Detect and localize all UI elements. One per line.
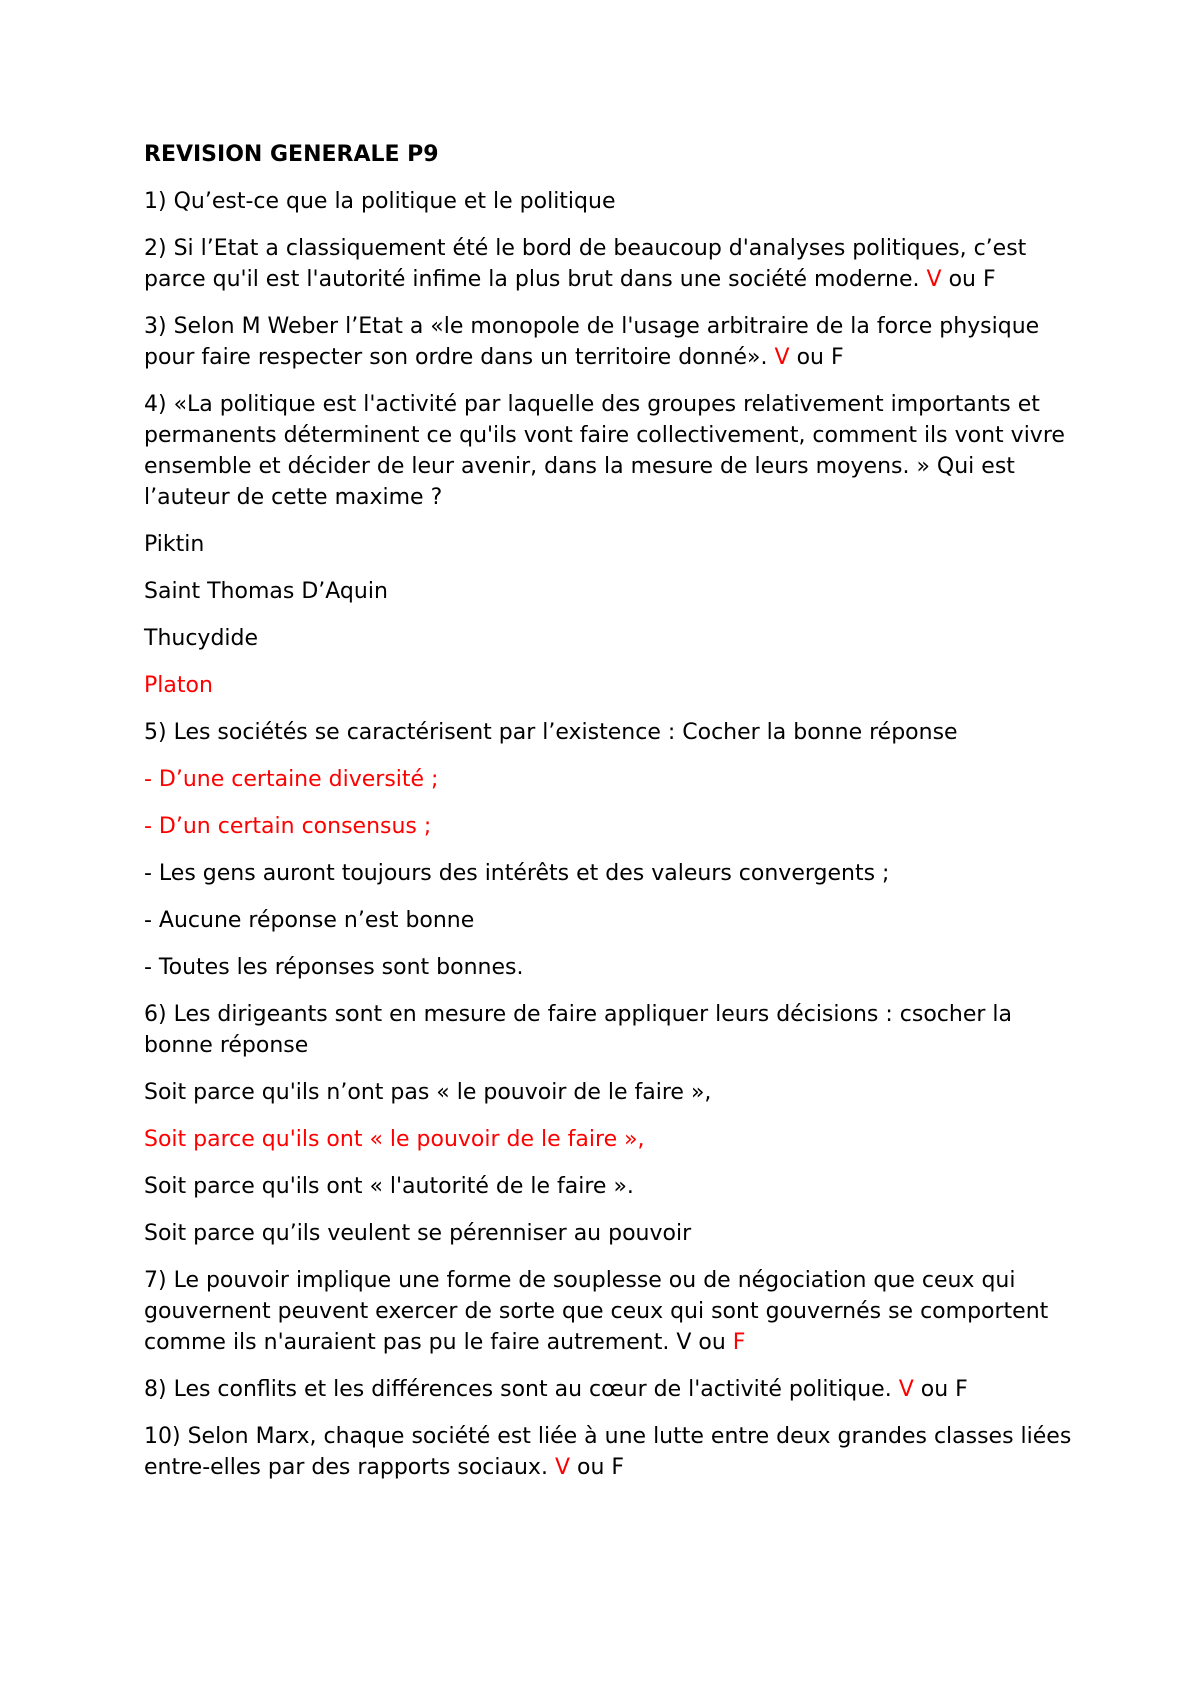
question-5-option: - Toutes les réponses sont bonnes.	[144, 955, 524, 980]
question-7-separator: ou	[691, 1330, 733, 1355]
question-10-answer-true: V	[554, 1455, 570, 1480]
question-10-option-false: F	[611, 1455, 625, 1480]
question-7-text: 7) Le pouvoir implique une forme de souplesse ou de négociation que ceux qui gouvernent peuvent exercer de sorte que ceux qui sont gouvernés se comportent comme ils n'auraient pas pu le faire autrement.	[144, 1268, 1049, 1355]
question-7	[144, 1265, 1074, 1358]
question-3-answer-true: V	[774, 345, 790, 370]
question-4-correct-option: Platon	[144, 673, 213, 698]
question-2-text: 2) Si l’Etat a classiquement été le bord de beaucoup d'analyses politiques, c’est parce qu'il est l'autorité infime la plus brut dans une société moderne.	[144, 236, 1027, 292]
question-6-option: Soit parce qu'ils ont « l'autorité de le faire ».	[144, 1174, 634, 1199]
question-8-text: 8) Les conflits et les différences sont au cœur de l'activité politique.	[144, 1377, 899, 1402]
question-7-option-true: V	[676, 1330, 692, 1355]
question-8-option-false: F	[955, 1377, 968, 1402]
question-6: 6) Les dirigeants sont en mesure de faire appliquer leurs décisions : csocher la bonne réponse	[144, 1002, 1012, 1058]
question-5-correct-option: - D’un certain consensus ;	[144, 814, 432, 839]
question-2-option-false: F	[982, 267, 996, 292]
question-2-separator: ou	[941, 267, 983, 292]
question-8-answer-true: V	[898, 1377, 914, 1402]
question-5-option: - Aucune réponse n’est bonne	[144, 908, 475, 933]
question-3	[144, 311, 1074, 373]
question-10	[144, 1421, 1074, 1483]
question-5-correct-option: - D’une certaine diversité ;	[144, 767, 439, 792]
question-6-option: Soit parce qu’ils veulent se pérenniser au pouvoir	[144, 1221, 692, 1246]
question-2-answer-true: V	[926, 267, 942, 292]
question-3-separator: ou	[789, 345, 831, 370]
document-title: REVISION GENERALE P9	[144, 142, 439, 167]
question-10-text: 10) Selon Marx, chaque société est liée à une lutte entre deux grandes classes liées entre-elles par des rapports sociaux.	[144, 1424, 1072, 1480]
document-body	[144, 139, 1074, 1499]
question-5: 5) Les sociétés se caractérisent par l’existence : Cocher la bonne réponse	[144, 720, 958, 745]
question-4: 4) «La politique est l'activité par laquelle des groupes relativement importants et permanents déterminent ce qu'ils vont faire collectivement, comment ils vont vivre ensemble et décider de leur avenir, dans la mesure de leurs moyens. » Qui est l’auteur de cette maxime ?	[144, 392, 1065, 510]
question-8	[144, 1374, 1074, 1405]
question-4-option: Saint Thomas D’Aquin	[144, 579, 388, 604]
question-3-text: 3) Selon M Weber l’Etat a «le monopole de l'usage arbitraire de la force physique pour faire respecter son ordre dans un territoire donné».	[144, 314, 1040, 370]
question-6-option: Soit parce qu'ils n’ont pas « le pouvoir de le faire »,	[144, 1080, 712, 1105]
question-7-answer-false: F	[732, 1330, 746, 1355]
question-4-option: Piktin	[144, 532, 205, 557]
question-3-option-false: F	[830, 345, 844, 370]
question-4-option: Thucydide	[144, 626, 259, 651]
question-10-separator: ou	[570, 1455, 612, 1480]
question-2	[144, 233, 1074, 295]
question-1: 1) Qu’est-ce que la politique et le politique	[144, 189, 616, 214]
question-8-separator: ou	[913, 1377, 956, 1402]
question-6-correct-option: Soit parce qu'ils ont « le pouvoir de le faire »,	[144, 1127, 645, 1152]
question-5-option: - Les gens auront toujours des intérêts et des valeurs convergents ;	[144, 861, 890, 886]
